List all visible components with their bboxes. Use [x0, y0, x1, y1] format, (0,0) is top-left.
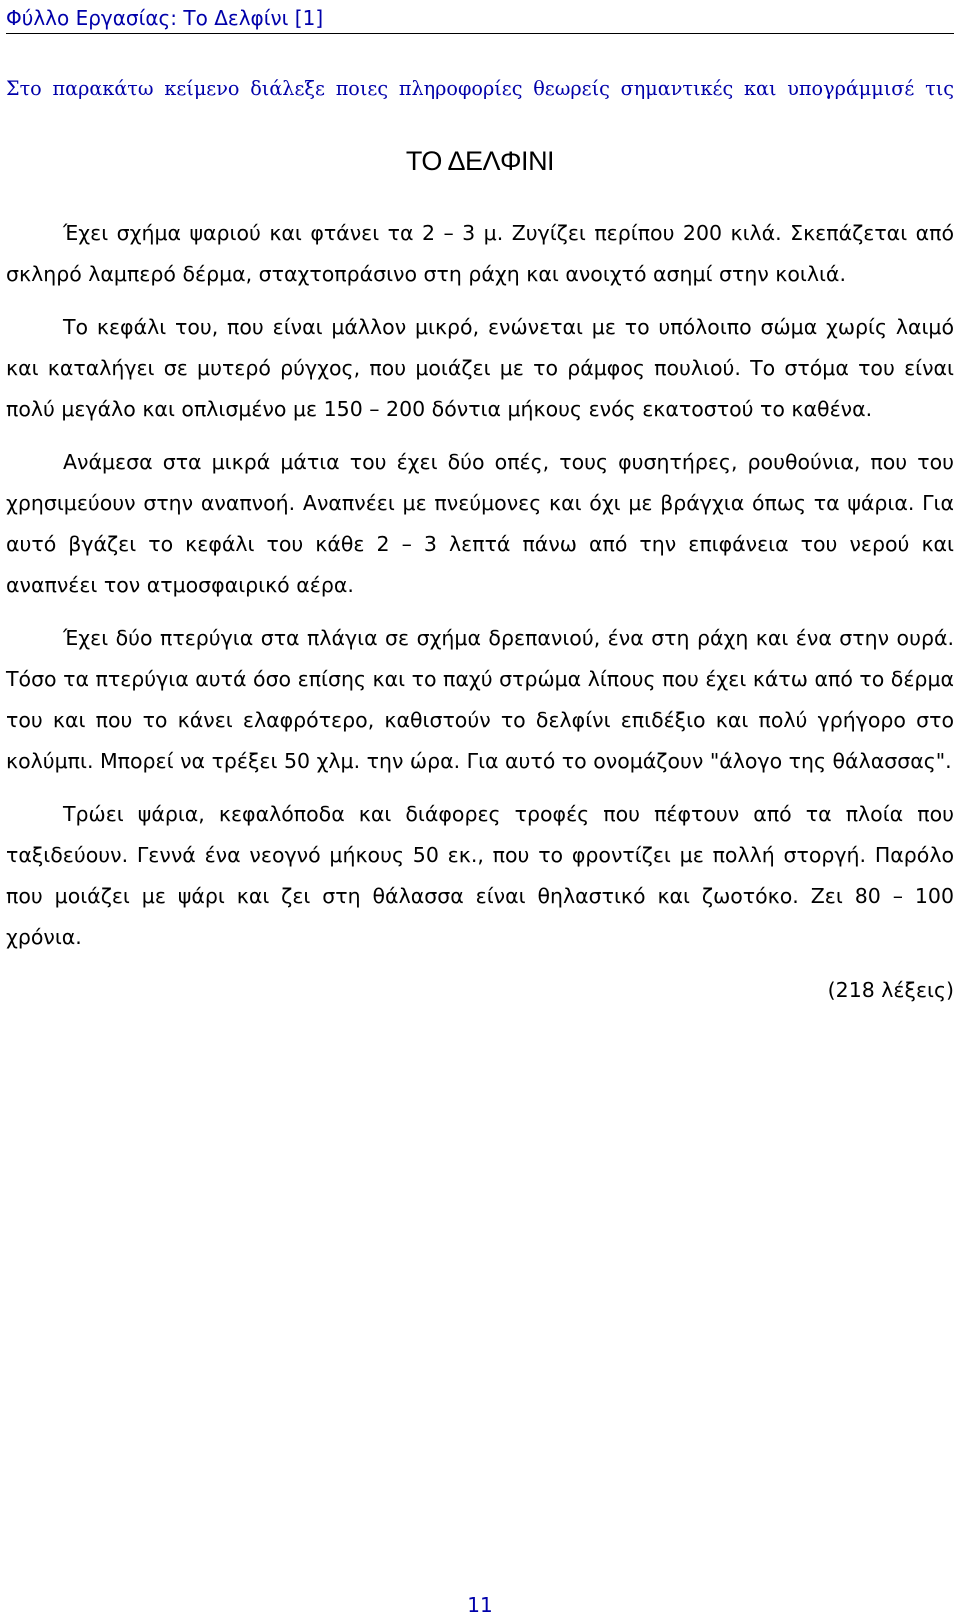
paragraph: Έχει δύο πτερύγια στα πλάγια σε σχήμα δρεπανιού, ένα στη ράχη και ένα στην ουρά. Τόσο τα πτερύγια αυτά όσο επίσης και το παχύ στρώμα λίπους που έχει κάτω από το δέρμα του και που το κάνει ελαφρότερο, καθιστούν το δελφίνι επιδέξιο και πολύ γρήγορο στο κολύμπι. Μπορεί να τρέξει 50 χλμ. την ώρα. Για αυτό το ονομάζουν "άλογο της θάλασσας". [6, 626, 954, 773]
paragraph: Το κεφάλι του, που είναι μάλλον μικρό, ενώνεται με το υπόλοιπο σώμα χωρίς λαιμό και καταλήγει σε μυτερό ρύγχος, που μοιάζει με το ράμφος πουλιού. Το στόμα του είναι πολύ μεγάλο και οπλισμένο με 150 – 200 δόντια μήκους ενός εκατοστού το καθένα. [6, 315, 954, 421]
instruction-text: Στο παρακάτω κείμενο διάλεξε ποιες πληροφορίες θεωρείς σημαντικές και υπογράμμισέ τις [6, 77, 954, 100]
word-count: (218 λέξεις) [827, 978, 954, 1002]
page-header [6, 6, 954, 34]
paragraph: Έχει σχήμα ψαριού και φτάνει τα 2 – 3 μ. Ζυγίζει περίπου 200 κιλά. Σκεπάζεται από σκληρό λαμπερό δέρμα, σταχτοπράσινο στη ράχη και ανοιχτό ασημί στην κοιλιά. [6, 221, 954, 286]
document-title: ΤΟ ΔΕΛΦΙΝΙ [405, 146, 555, 176]
paragraph: Τρώει ψάρια, κεφαλόποδα και διάφορες τροφές που πέφτουν από τα πλοία που ταξιδεύουν. Γεννά ένα νεογνό μήκους 50 εκ., που το φροντίζει με πολλή στοργή. Παρόλο που μοιάζει με ψάρι και ζει στη θάλασσα είναι θηλαστικό και ζωοτόκο. Ζει 80 – 100 χρόνια. [6, 802, 954, 949]
page-number: 11 [467, 1593, 493, 1617]
paragraph: Ανάμεσα στα μικρά μάτια του έχει δύο οπές, τους φυσητήρες, ρουθούνια, που του χρησιμεύουν στην αναπνοή. Αναπνέει με πνεύμονες και όχι με βράγχια όπως τα ψάρια. Για αυτό βγάζει το κεφάλι του κάθε 2 – 3 λεπτά πάνω από την επιφάνεια του νερού και αναπνέει τον ατμοσφαιρικό αέρα. [6, 450, 954, 597]
document-body [6, 213, 954, 1011]
worksheet-title: Φύλλο Εργασίας: Το Δελφίνι [1] [6, 6, 324, 30]
